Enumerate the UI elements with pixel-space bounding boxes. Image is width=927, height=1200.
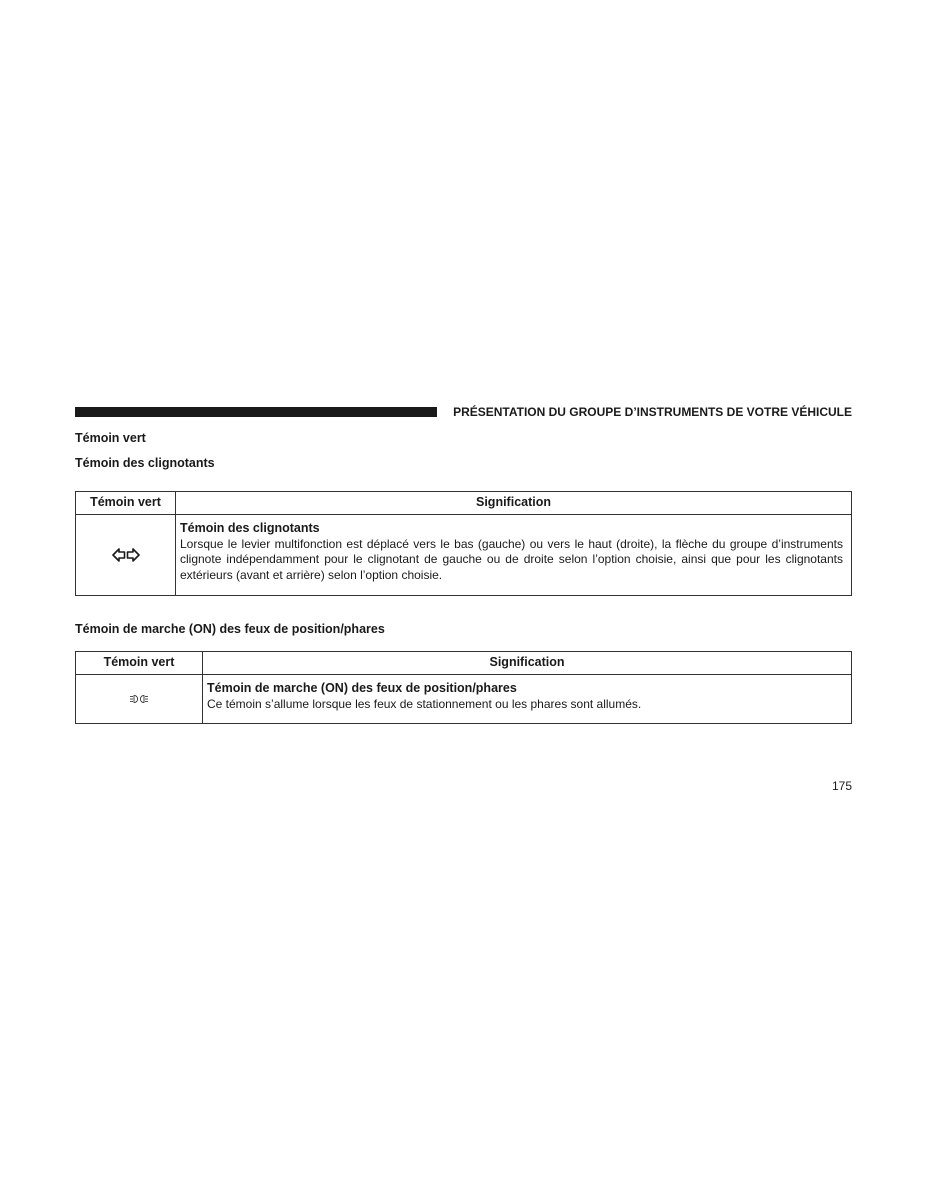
meaning-cell [203, 675, 852, 724]
column-header-meaning: Signification [176, 492, 852, 515]
entry-body: Ce témoin s’allume lorsque les feux de stationnement ou les phares sont allumés. [207, 696, 642, 711]
running-header: PRÉSENTATION DU GROUPE D’INSTRUMENTS DE VOTRE VÉHICULE [453, 405, 852, 419]
table-row [76, 675, 852, 724]
turn-signal-arrows-icon [112, 547, 140, 563]
indicator-cell [76, 515, 176, 596]
entry-title: Témoin de marche (ON) des feux de position/phares [207, 681, 517, 695]
table-header-row [76, 652, 852, 675]
section2-heading: Témoin de marche (ON) des feux de position/phares [75, 622, 385, 636]
meaning-cell [176, 515, 852, 596]
position-lights-icon [129, 694, 149, 704]
column-header-indicator: Témoin vert [76, 492, 176, 515]
column-header-meaning: Signification [203, 652, 852, 675]
turn-signal-table [75, 491, 852, 596]
entry-body: Lorsque le levier multifonction est déplacé vers le bas (gauche) ou vers le haut (droite), la flèche du groupe d’instruments clignote indépendamment pour le clignotant de gauche ou de droite selon l’option choisie, ainsi que pour les clignotants extérieurs (avant et arrière) selon l’option choisie. [180, 536, 843, 582]
position-lights-table [75, 651, 852, 724]
indicator-cell [76, 675, 203, 724]
column-header-indicator: Témoin vert [76, 652, 203, 675]
table-row [76, 515, 852, 596]
page-number: 175 [831, 779, 852, 793]
table-header-row [76, 492, 852, 515]
section-heading: Témoin vert [75, 431, 146, 445]
entry-title: Témoin des clignotants [180, 521, 320, 535]
section-subheading: Témoin des clignotants [75, 456, 215, 470]
header-rule [75, 407, 437, 417]
